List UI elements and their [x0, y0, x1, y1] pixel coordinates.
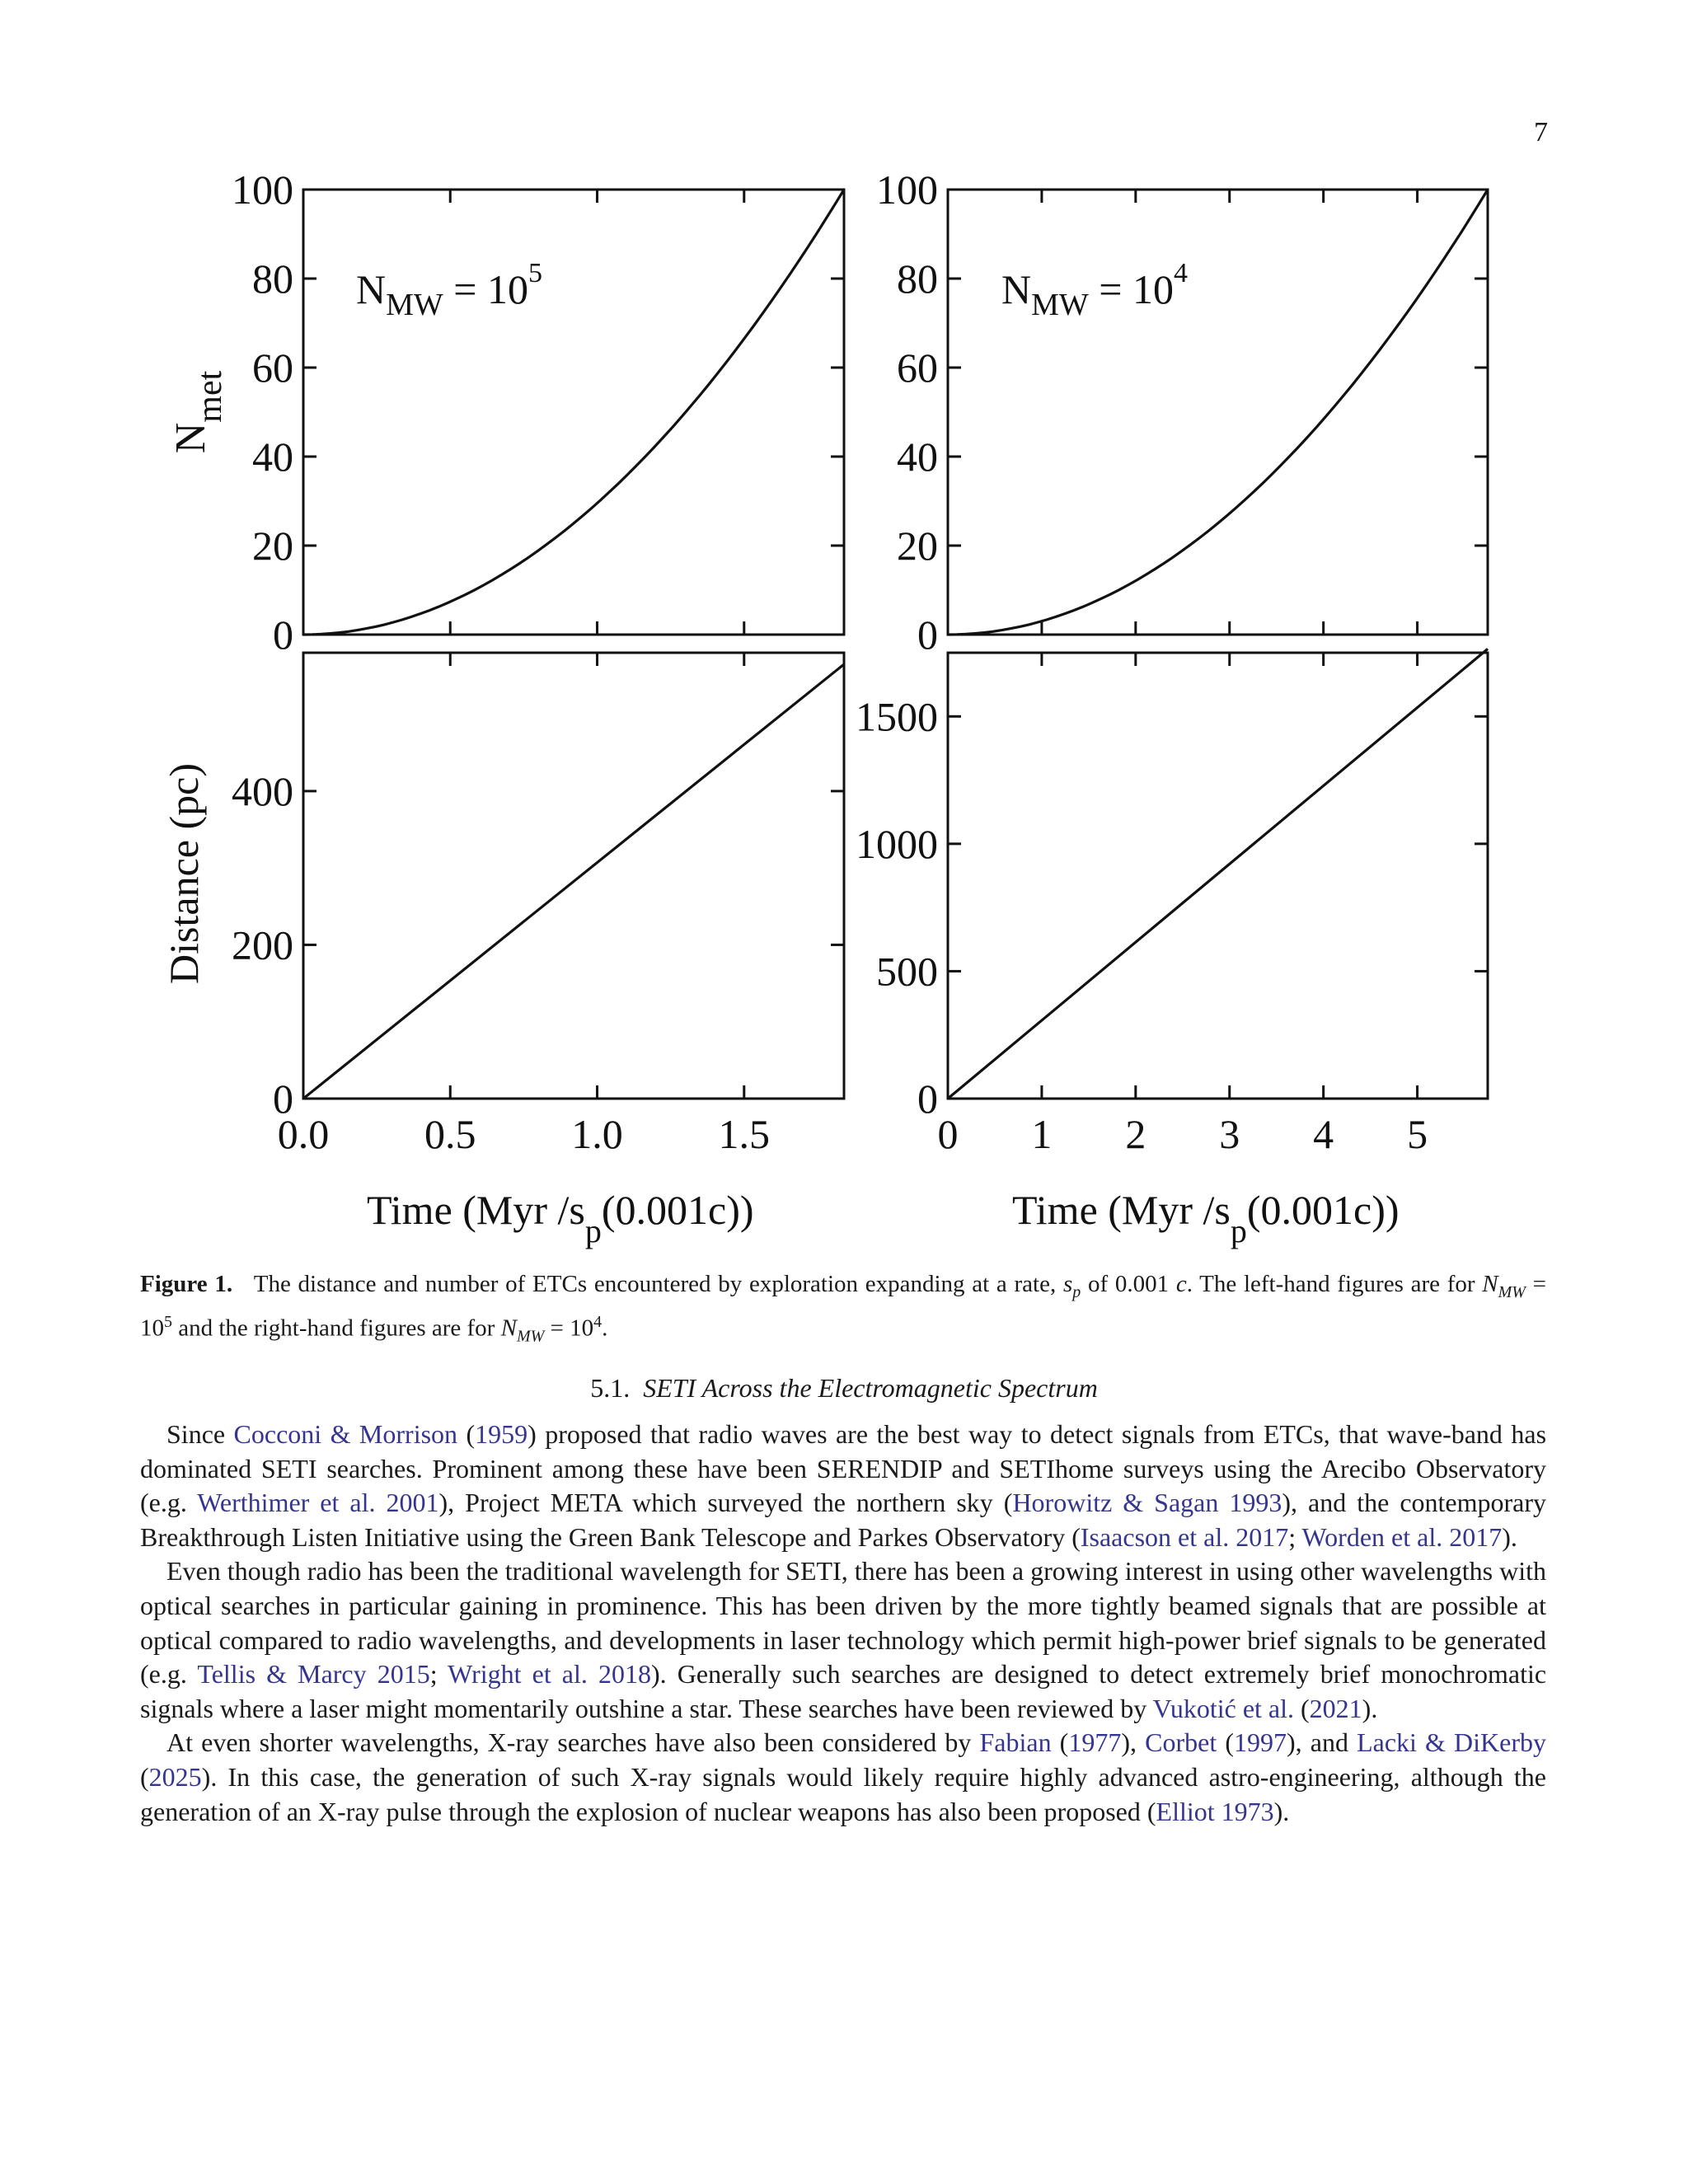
y-tick-label: 0 [273, 1076, 293, 1122]
section-heading [0, 1373, 1688, 1404]
plot-frame [303, 653, 844, 1099]
x-tick-label: 1.0 [571, 1111, 623, 1157]
plot-frame [948, 190, 1488, 635]
y-tick-label: 0 [917, 612, 938, 658]
x-tick-label: 0.0 [277, 1111, 330, 1157]
figure-caption: Figure 1. The distance and number of ETCs encountered by exploration expanding at a rate, $s_p$ of 0.001 c. The left-hand figures are for $N_{MW} = 10^5$ and the right-hand figures are for $N_{MW} = 10^4$. [140, 1271, 1546, 1346]
section-number: 5.1. [590, 1373, 631, 1403]
citation-link[interactable]: Corbet [1145, 1727, 1217, 1758]
citation-link[interactable]: 1977 [1068, 1727, 1122, 1758]
citation-link[interactable]: Isaacson et al. 2017 [1080, 1521, 1289, 1552]
y-tick-label: 20 [897, 523, 938, 569]
plot-frame [303, 190, 844, 635]
x-tick-label: 0.5 [424, 1111, 476, 1157]
series-line [948, 190, 1488, 635]
x-tick-label: 1.5 [718, 1111, 771, 1157]
citation-link[interactable]: Cocconi & Morrison [233, 1419, 458, 1449]
x-tick-label: 0 [937, 1111, 959, 1157]
y-tick-label: 1500 [856, 693, 938, 740]
x-tick-label: 3 [1219, 1111, 1240, 1157]
y-tick-label: 20 [252, 523, 293, 569]
page-number: 7 [1534, 117, 1548, 148]
citation-link[interactable]: Elliot 1973 [1156, 1796, 1274, 1826]
ylabel-nmet: $N_{met}$ [167, 370, 229, 454]
y-tick-label: 100 [232, 166, 293, 213]
paragraph-3: At even shorter wavelengths, X-ray searches have also been considered by Fabian (1977), Corbet (1997), and Lacki & DiKerby (2025). In this case, the generation of such X-ray signals would likely require highly advanced astro-engineering, although the generation of an X-ray pulse through the explosion of nuclear weapons has also been proposed (Elliot 1973). [140, 1727, 1547, 1826]
body-text [140, 1418, 1546, 1829]
x-tick-label: 1 [1031, 1111, 1053, 1157]
y-tick-label: 60 [252, 344, 293, 391]
x-tick-label: 5 [1407, 1111, 1428, 1157]
y-tick-label: 40 [252, 434, 293, 480]
citation-link[interactable]: Worden et al. 2017 [1301, 1521, 1503, 1552]
paragraph-2: Even though radio has been the traditional wavelength for SETI, there has been a growing interest in using other wavelengths with optical searches in particular gaining in prominence. This has been driven by the more tightly beamed signals that are possible at optical compared to radio wavelengths, and developments in laser technology which permit high-power brief signals to be generated (e.g. Tellis & Marcy 2015; Wright et al. 2018). Generally such searches are designed to detect extremely brief monochromatic signals where a laser might momentarily outshine a star. These searches have been reviewed by Vukotić et al. (2021). [140, 1556, 1547, 1723]
x-tick-label: 4 [1313, 1111, 1334, 1157]
ylabel-distance: Distance (pc) [161, 763, 207, 984]
citation-link[interactable]: 1997 [1234, 1727, 1287, 1758]
y-tick-label: 0 [917, 1076, 938, 1122]
y-tick-label: 1000 [856, 820, 938, 867]
series-line [948, 649, 1488, 1099]
citation-link[interactable]: Tellis & Marcy 2015 [197, 1659, 430, 1690]
y-tick-label: 500 [876, 948, 938, 995]
y-tick-label: 80 [252, 255, 293, 302]
citation-link[interactable]: 2025 [148, 1761, 202, 1792]
citation-link[interactable]: 2021 [1309, 1693, 1362, 1723]
citation-link[interactable]: Horowitz & Sagan 1993 [1012, 1488, 1282, 1518]
citation-link[interactable]: Fabian [979, 1727, 1052, 1758]
caption-label: Figure 1. [140, 1271, 233, 1297]
y-tick-label: 100 [876, 166, 938, 213]
y-tick-label: 60 [897, 344, 938, 391]
y-tick-label: 80 [897, 255, 938, 302]
citation-link[interactable]: 1959 [475, 1419, 528, 1449]
xlabel-right: Time (Myr $/s_p(0.001c)$) [1012, 1187, 1400, 1249]
y-tick-label: 400 [232, 767, 293, 814]
y-tick-label: 200 [232, 921, 293, 968]
section-title: SETI Across the Electromagnetic Spectrum [643, 1373, 1098, 1403]
citation-link[interactable]: Vukotić et al. [1152, 1693, 1294, 1723]
paragraph-1: Since Cocconi & Morrison (1959) proposed that radio waves are the best way to detect signals from ETCs, that wave-band has dominated SETI searches. Prominent among these have been SERENDIP and SETIhome surveys using the Arecibo Observatory (e.g. Werthimer et al. 2001), Project META which surveyed the northern sky (Horowitz & Sagan 1993), and the contemporary Breakthrough Listen Initiative using the Green Bank Telescope and Parkes Observatory (Isaacson et al. 2017; Worden et al. 2017). [140, 1419, 1547, 1552]
citation-link[interactable]: Lacki & DiKerby [1357, 1727, 1547, 1758]
series-line [303, 190, 844, 635]
y-tick-label: 40 [897, 434, 938, 480]
annotation-nmw-right: $N_{MW} = 10^4$ [1001, 258, 1188, 322]
x-tick-label: 2 [1125, 1111, 1146, 1157]
citation-link[interactable]: Werthimer et al. 2001 [197, 1488, 439, 1518]
citation-link[interactable]: Wright et al. 2018 [448, 1659, 651, 1690]
series-line [303, 664, 844, 1099]
annotation-nmw-left: $N_{MW} = 10^5$ [356, 258, 542, 322]
xlabel-left: Time (Myr $/s_p(0.001c)$) [367, 1187, 754, 1249]
y-tick-label: 0 [273, 612, 293, 658]
